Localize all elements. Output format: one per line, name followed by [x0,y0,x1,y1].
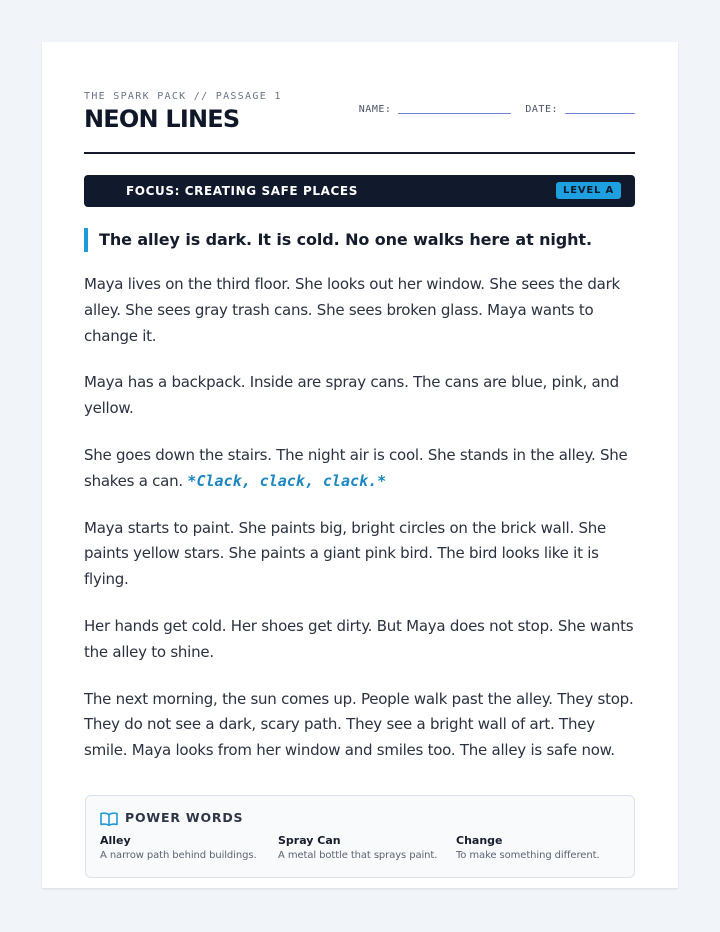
power-word-definition: To make something different. [456,850,600,861]
story-paragraph-5: Her hands get cold. Her shoes get dirty. But Maya does not stop. She wants the alley to shine. [84,616,634,661]
story-paragraph-4: Maya starts to paint. She paints big, bright circles on the brick wall. She paints yellow stars. She paints a giant pink bird. The bird looks like it is flying. [84,518,606,589]
story-body [84,272,639,785]
story-paragraph-3 [84,443,639,495]
story-paragraph-6: The next morning, the sun comes up. People walk past the alley. They stop. They do not see a dark, scary path. They see a bright wall of art. They smile. Maya looks from her window and smiles too. The alley is safe now. [84,689,634,760]
power-words-header [100,810,243,825]
date-line [565,113,635,114]
student-fields [359,104,635,115]
story-paragraph-2: Maya has a backpack. Inside are spray cans. The cans are blue, pink, and yellow. [84,373,619,418]
power-word-term: Spray Can [278,834,341,847]
name-field[interactable] [359,104,512,115]
power-word-definition: A narrow path behind buildings. [100,850,257,861]
story-paragraph-1: Maya lives on the third floor. She looks out her window. She sees the dark alley. She sees gray trash cans. She sees broken glass. Maya wants to change it. [84,275,620,345]
focus-banner [84,175,635,207]
name-line [398,113,511,114]
date-label: DATE: [525,104,558,115]
lead-sentence: The alley is dark. It is cold. No one walks here at night. [84,228,629,252]
series-kicker: THE SPARK PACK // PASSAGE 1 [84,91,282,102]
story-paragraph-3-text: She goes down the stairs. The night air is cool. She stands in the alley. She shakes a can. [84,445,628,490]
power-word-definition: A metal bottle that sprays paint. [278,850,438,861]
name-label: NAME: [358,104,392,115]
power-word-term: Alley [100,834,131,847]
sound-effect-text: *Clack, clack, clack.* [187,471,387,490]
level-badge: LEVEL A [556,182,621,199]
power-word-term: Change [456,834,503,847]
power-word-item [278,834,453,861]
book-open-icon [100,811,118,825]
power-word-item [456,834,631,861]
power-words-title: POWER WORDS [125,810,244,825]
focus-text: FOCUS: CREATING SAFE PLACES [126,184,358,198]
worksheet-page [42,42,678,888]
passage-title: NEON LINES [84,105,240,133]
date-field[interactable] [525,104,635,115]
power-words-box [85,795,635,878]
worksheet-header [84,90,635,154]
power-word-item [100,834,275,861]
